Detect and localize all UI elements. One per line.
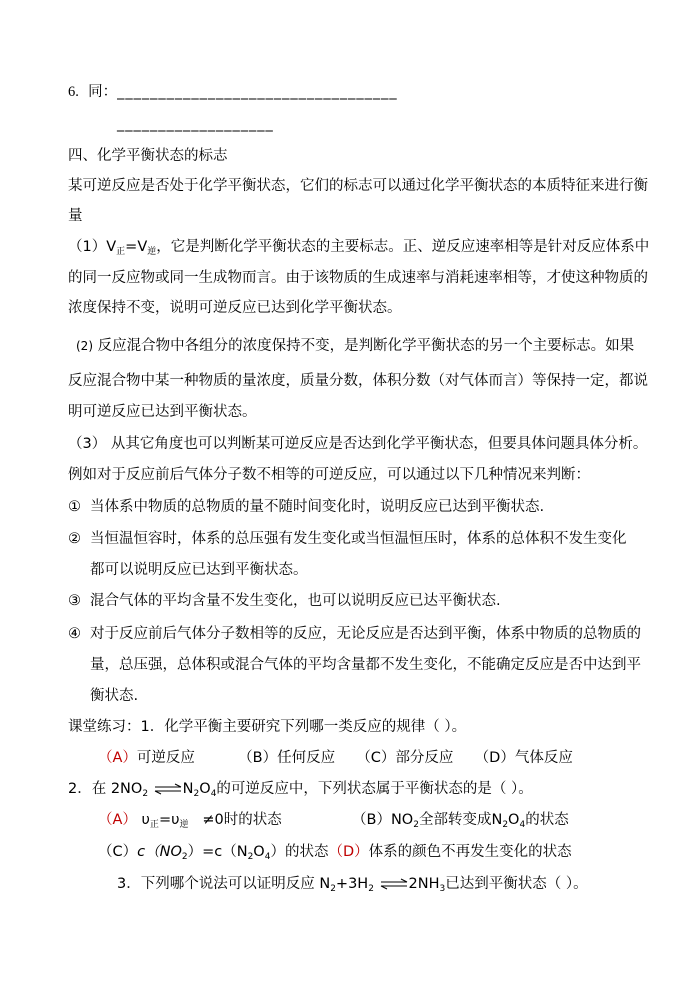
q1-option-b-text: 任何反应 [277, 750, 336, 766]
item-4-mark: ④ [68, 626, 81, 642]
q2-option-c-c: O [253, 844, 265, 860]
q6-number: 6. [68, 84, 79, 100]
p1-line-2: 的同一反应物或同一生成物而言。由于该物质的生成速率与消耗速率相等，才使这种物质的 [68, 270, 648, 286]
item-4-text-2: 量，总压强，总体积或混合气体的平均含量都不发生变化，不能确定反应是否中达到平 [90, 657, 641, 673]
q3-text-a: 3．下列哪个说法可以证明反应 N [117, 876, 331, 892]
q2-option-b-sub-3: 4 [519, 820, 526, 830]
item-3-mark: ③ [68, 593, 81, 609]
p2-line-1 [76, 336, 634, 356]
item-4-text: 对于反应前后气体分子数相等的反应，无论反应是否达到平衡，体系中物质的总物质的 [90, 626, 641, 642]
intro-line-1: 某可逆反应是否处于化学平衡状态，它们的标志可以通过化学平衡状态的本质特征来进行衡 [68, 178, 648, 194]
p1-sub-reverse: 逆 [147, 247, 157, 257]
q2-option-b [352, 810, 569, 835]
q1-option-c-text: 部分反应 [395, 750, 454, 766]
q3-sub-2: 2 [368, 884, 374, 894]
q6-blank-2-line [117, 114, 274, 134]
p1-line-3: 浓度保持不变，说明可逆反应已达到化学平衡状态。 [68, 300, 402, 316]
q6-line [68, 82, 398, 102]
practice-q2 [68, 779, 533, 804]
q2-sub-1: 2 [142, 789, 149, 799]
q2-option-c-a: c（NO [137, 844, 182, 860]
list-item-4 [68, 624, 641, 644]
p2-line-3: 明可逆反应已达到平衡状态。 [68, 404, 257, 420]
q3-sub-3: 3 [439, 884, 446, 894]
p1-prefix: （1）V [68, 239, 117, 255]
p2-number: (2) [76, 339, 93, 353]
list-item-1 [68, 497, 544, 517]
q3-text-c: 2NH [408, 876, 440, 892]
q2-option-a [98, 810, 282, 835]
q6-blank-2: ___________________ [117, 116, 274, 132]
q2-sub-2: 2 [193, 789, 200, 799]
p2-line-2: 反应混合物中某一种物质的量浓度，质量分数，体积分数（对气体而言）等保持一定，都说 [68, 373, 648, 389]
item-3-text: 混合气体的平均含量不发生变化，也可以说明反应已达平衡状态. [90, 593, 501, 609]
q1-option-a-mark: （A） [98, 750, 137, 766]
q2-option-c-b: ）=c（N [187, 844, 248, 860]
q2-option-a-rest: ≠0时的状态 [202, 812, 282, 828]
q2-sub-3: 4 [210, 789, 217, 799]
q2-option-b-d: 的状态 [525, 812, 569, 828]
q2-text-c: O [199, 781, 211, 797]
equilibrium-arrow-icon [153, 783, 183, 795]
item-4-text-3: 衡状态. [90, 688, 139, 704]
list-item-2 [68, 529, 627, 549]
q1-option-d-text: 气体反应 [514, 750, 573, 766]
item-2-mark: ② [68, 531, 81, 547]
q2-option-b-sub-1: 2 [413, 820, 419, 830]
p1-line-1 [68, 237, 649, 262]
q2-option-b-sub-2: 2 [502, 820, 509, 830]
q2-option-c-mark: （C） [98, 844, 138, 860]
q1-option-c-mark: （C） [356, 750, 396, 766]
practice-q1: 课堂练习：1．化学平衡主要研究下列哪一类反应的规律（ ）。 [68, 719, 467, 735]
q2-option-b-b: 全部转变成N [418, 812, 503, 828]
practice-q3 [117, 874, 588, 899]
q2-option-b-mark: （B） [352, 812, 391, 828]
q2-option-c-sub-2: 2 [247, 852, 254, 862]
item-1-text: 当体系中物质的总物质的量不随时间变化时，说明反应已达到平衡状态. [90, 499, 545, 515]
p1-sub-forward: 正 [116, 247, 126, 257]
q2-option-b-a: NO [390, 812, 414, 828]
q2-option-a-sub-1: 正 [149, 820, 159, 830]
p3-line-2: 例如对于反应前后气体分子数不相等的可逆反应，可以通过以下几种情况来判断： [68, 467, 590, 483]
q3-sub-1: 2 [330, 884, 336, 894]
item-2-text: 当恒温恒容时，体系的总压强有发生变化或当恒温恒压时，体系的总体积不发生变化 [90, 531, 627, 547]
q2-option-c-sub-3: 4 [264, 852, 271, 862]
q6-label: 同： [88, 84, 118, 100]
q2-text-b: N [182, 781, 194, 797]
q2-option-a-sub-2: 逆 [179, 820, 189, 830]
q2-option-a-eq: =υ [158, 812, 180, 828]
q2-option-c-sub-1: 2 [181, 852, 188, 862]
q1-option-a-text: 可逆反应 [136, 750, 195, 766]
p1-eq: =V [125, 239, 148, 255]
q2-option-c-d: ）的状态 [270, 844, 329, 860]
q6-blank-1: __________________________________ [117, 84, 398, 100]
q2-option-a-v1: υ [141, 812, 150, 828]
item-2-text-2: 都可以说明反应已达到平衡状态。 [90, 562, 308, 578]
practice-q1-options [98, 748, 573, 768]
q2-option-a-mark: （A） [98, 812, 137, 828]
item-1-mark: ① [68, 499, 81, 515]
equilibrium-arrow-icon [379, 878, 409, 890]
q2-option-d-text: 体系的颜色不再发生变化的状态 [368, 844, 572, 860]
q3-text-b: +3H [335, 876, 369, 892]
q2-text-a: 2．在 2NO [68, 781, 143, 797]
q1-option-b-mark: （B） [238, 750, 278, 766]
q2-option-d-mark: （D） [328, 844, 369, 860]
q2-text-d: 的可逆反应中，下列状态属于平衡状态的是（ ）。 [216, 781, 533, 797]
q2-option-c-d [98, 842, 572, 867]
p2-text-1: 反应混合物中各组分的浓度保持不变，是判断化学平衡状态的另一个主要标志。如果 [97, 338, 635, 354]
list-item-3 [68, 591, 501, 611]
q1-option-d-mark: （D） [474, 750, 515, 766]
intro-line-2: 量 [68, 208, 83, 224]
p1-text-1: ，它是判断化学平衡状态的主要标志。正、逆反应速率相等是针对反应体系中 [156, 239, 650, 255]
p3-line-1: （3） 从其它角度也可以判断某可逆反应是否达到化学平衡状态，但要具体问题具体分析。 [68, 436, 648, 452]
section-heading: 四、化学平衡状态的标志 [68, 148, 228, 164]
q3-text-d: 已达到平衡状态（ ）。 [445, 876, 588, 892]
q2-option-b-c: O [508, 812, 520, 828]
